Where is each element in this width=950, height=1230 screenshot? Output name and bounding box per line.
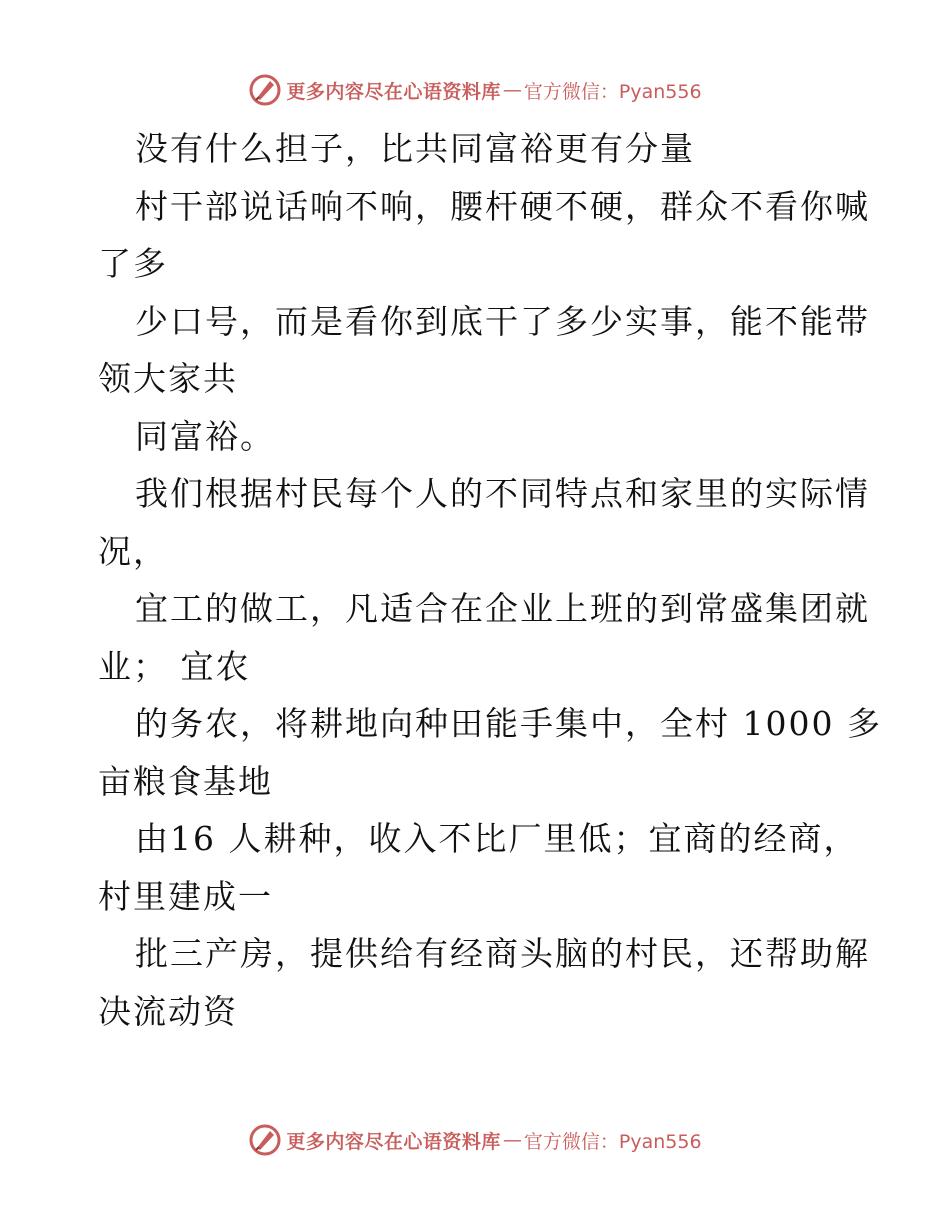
text-line: 亩粮食基地 xyxy=(98,761,273,801)
text-line: 村干部说话响不响，腰杆硬不硬，群众不看你喊 xyxy=(135,186,870,226)
text-line: 少口号，而是看你到底干了多少实事，能不能带 xyxy=(135,301,870,341)
watermark-dash: — xyxy=(502,79,522,101)
watermark-brand: 更多内容尽在心语资料库 xyxy=(286,1130,501,1153)
text-line: 没有什么担子，比共同富裕更有分量 xyxy=(135,129,695,168)
quill-pen-logo-icon xyxy=(248,73,282,107)
watermark-dash: — xyxy=(502,1129,522,1151)
quill-pen-logo-icon xyxy=(248,1123,282,1157)
footer-watermark xyxy=(0,1120,950,1160)
text-line: 领大家共 xyxy=(98,359,238,398)
text-line: 村里建成一 xyxy=(98,876,273,916)
document-body xyxy=(98,120,882,1040)
watermark-wechat: 官方微信：Pyan556 xyxy=(523,1130,702,1153)
text-line: 由16 人耕种，收入不比厂里低；宜商的经商， xyxy=(135,819,859,858)
text-line: 的务农，将耕地向种田能手集中，全村 1000 多 xyxy=(135,704,882,743)
text-line: 况， xyxy=(98,531,168,571)
text-line: 我们根据村民每个人的不同特点和家里的实际情 xyxy=(135,474,870,513)
watermark-wechat: 官方微信：Pyan556 xyxy=(523,80,702,103)
header-watermark xyxy=(0,70,950,110)
text-line: 同富裕。 xyxy=(135,416,275,456)
text-line: 批三产房，提供给有经商头脑的村民，还帮助解 xyxy=(135,934,870,973)
text-line: 了多 xyxy=(98,244,168,283)
text-line: 业； 宜农 xyxy=(98,646,251,686)
text-line: 宜工的做工，凡适合在企业上班的到常盛集团就 xyxy=(135,589,870,628)
text-line: 决流动资 xyxy=(98,991,238,1031)
watermark-brand: 更多内容尽在心语资料库 xyxy=(286,80,501,103)
